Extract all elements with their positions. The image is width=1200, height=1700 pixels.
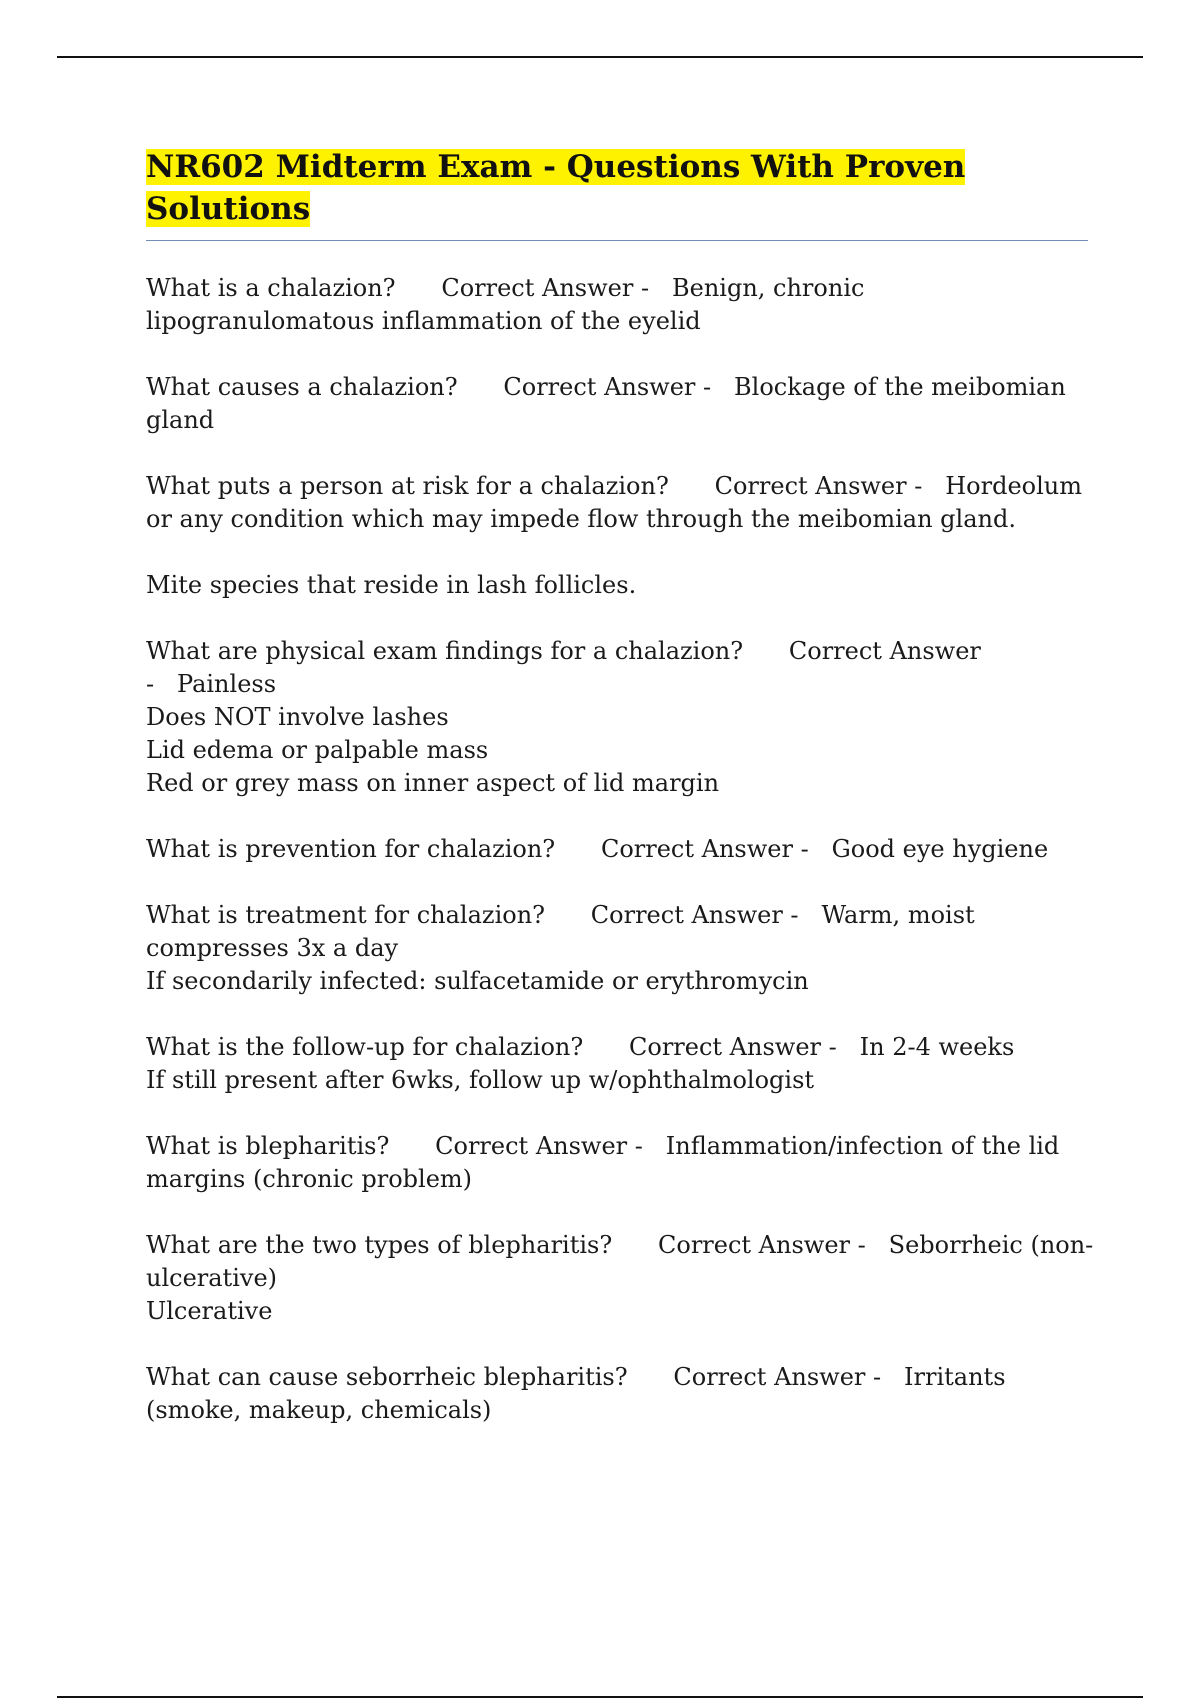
answer-text: Good eye hygiene	[831, 835, 1049, 863]
answer-text: Seborrheic (non-ulcerative)	[146, 1231, 1094, 1292]
question-text: What are physical exam findings for a chalazion?	[146, 637, 744, 665]
answer-prefix: Correct Answer -	[629, 1033, 837, 1061]
qa-item	[146, 371, 1098, 437]
answer-text: Mite species that reside in lash follicles.	[146, 571, 637, 599]
answer-prefix: Correct Answer -	[658, 1231, 866, 1259]
answer-line: Lid edema or palpable mass	[146, 736, 489, 764]
answer-text: Irritants (smoke, makeup, chemicals)	[146, 1363, 1014, 1424]
qa-first-line	[146, 371, 1098, 437]
answer-text: Benign, chronic lipogranulomatous inflammation of the eyelid	[146, 274, 873, 335]
answer-prefix: Correct Answer -	[714, 472, 923, 500]
page-bottom-rule	[57, 1696, 1143, 1698]
document-title	[146, 146, 1088, 230]
answer-text: In 2-4 weeks	[859, 1033, 1015, 1061]
qa-item	[146, 272, 1098, 338]
answer-prefix: Correct Answer -	[435, 1132, 643, 1160]
answer-text: Inflammation/infection of the lid margins (chronic problem)	[146, 1132, 1067, 1193]
qa-first-line	[146, 899, 1098, 965]
question-text: What is treatment for chalazion?	[146, 901, 546, 929]
qa-first-line	[146, 833, 1098, 866]
qa-list	[146, 272, 1098, 1460]
answer-line: If secondarily infected: sulfacetamide or erythromycin	[146, 967, 809, 995]
qa-item	[146, 1229, 1098, 1328]
qa-first-line	[146, 272, 1098, 338]
answer-text: Blockage of the meibomian gland	[146, 373, 1074, 434]
title-block	[146, 146, 1088, 241]
answer-text: Warm, moist compresses 3x a day	[146, 901, 983, 962]
question-text: What is blepharitis?	[146, 1132, 390, 1160]
qa-item	[146, 1031, 1098, 1097]
title-highlight: NR602 Midterm Exam - Questions With Proven Solutions	[146, 149, 966, 227]
qa-item	[146, 470, 1098, 536]
answer-text: Hordeolum or any condition which may impede flow through the meibomian gland.	[146, 472, 1090, 533]
answer-prefix: Correct Answer -	[503, 373, 712, 401]
qa-item	[146, 1130, 1098, 1196]
answer-prefix: Correct Answer -	[673, 1363, 882, 1391]
qa-item	[146, 635, 1098, 800]
answer-line: Does NOT involve lashes	[146, 703, 449, 731]
question-text: What is prevention for chalazion?	[146, 835, 556, 863]
qa-item	[146, 899, 1098, 998]
page-top-rule	[57, 56, 1143, 58]
question-text: What is a chalazion?	[146, 274, 396, 302]
qa-item	[146, 1361, 1098, 1427]
answer-text: Painless	[177, 670, 277, 698]
qa-first-line	[146, 470, 1098, 536]
qa-first-line	[146, 1130, 1098, 1196]
question-text: What is the follow-up for chalazion?	[146, 1033, 584, 1061]
answer-line: If still present after 6wks, follow up w/ophthalmologist	[146, 1066, 815, 1094]
question-text: What causes a chalazion?	[146, 373, 458, 401]
qa-first-line	[146, 1229, 1098, 1295]
answer-prefix: Correct Answer -	[146, 637, 989, 698]
qa-item	[146, 833, 1098, 866]
qa-first-line	[146, 1031, 1098, 1064]
question-text: What can cause seborrheic blepharitis?	[146, 1363, 628, 1391]
qa-first-line	[146, 635, 1098, 701]
question-text: What are the two types of blepharitis?	[146, 1231, 613, 1259]
answer-prefix: Correct Answer -	[600, 835, 809, 863]
answer-prefix: Correct Answer -	[441, 274, 650, 302]
qa-first-line	[146, 1361, 1098, 1427]
answer-line: Red or grey mass on inner aspect of lid margin	[146, 769, 720, 797]
answer-prefix: Correct Answer -	[590, 901, 799, 929]
qa-item	[146, 569, 1098, 602]
answer-line: Ulcerative	[146, 1297, 273, 1325]
qa-first-line	[146, 569, 1098, 602]
question-text: What puts a person at risk for a chalazion?	[146, 472, 669, 500]
